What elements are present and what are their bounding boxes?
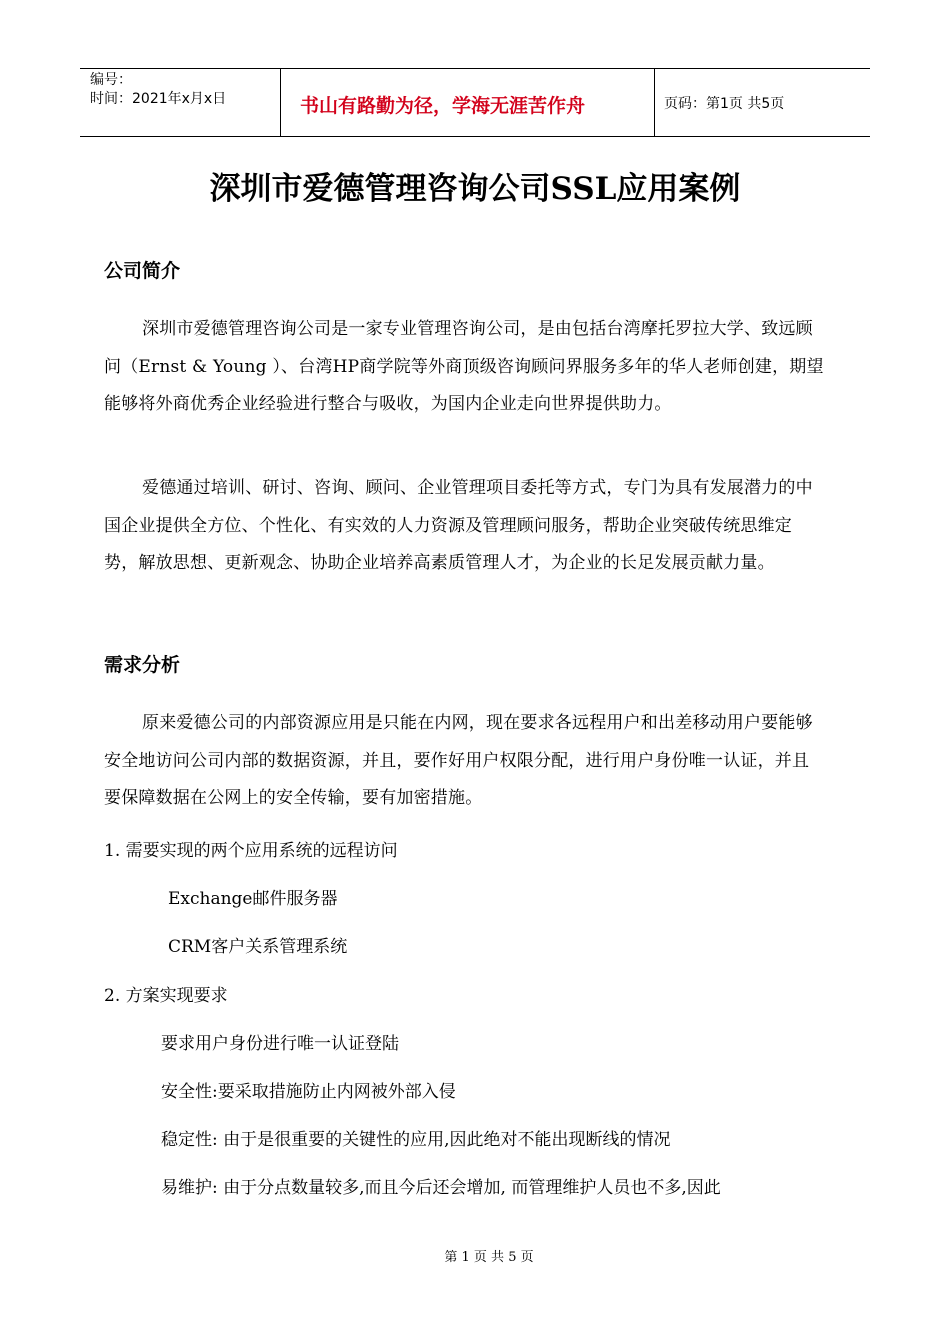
requirement-security: 安全性:要采取措施防止内网被外部入侵 bbox=[161, 1082, 456, 1102]
header-page-info: 页码：第1页 共5页 bbox=[664, 96, 785, 112]
document-header bbox=[80, 68, 870, 137]
page-footer: 第 1 页 共 5 页 bbox=[444, 1250, 534, 1265]
needs-paragraph-1: 原来爱德公司的内部资源应用是只能在内网，现在要求各远程用户和出差移动用户要能够安全地访问公司内部的数据资源，并且，要作好用户权限分配，进行用户身份唯一认证，并且要保障数据在公网上的安全传输，要有加密措施。 bbox=[104, 713, 813, 808]
document-date: 时间：2021年x月x日 bbox=[90, 91, 227, 107]
requirement-auth: 要求用户身份进行唯一认证登陆 bbox=[161, 1034, 399, 1054]
header-meta bbox=[80, 69, 280, 136]
page-title: 深圳市爱德管理咨询公司SSL应用案例 bbox=[209, 171, 741, 207]
header-motto-cell bbox=[280, 69, 655, 136]
list-item-2: 2. 方案实现要求 bbox=[104, 986, 228, 1006]
section-heading-intro: 公司简介 bbox=[104, 260, 181, 282]
list-subitem-exchange: Exchange邮件服务器 bbox=[168, 889, 338, 909]
requirement-stability: 稳定性: 由于是很重要的关键性的应用,因此绝对不能出现断线的情况 bbox=[161, 1130, 671, 1150]
requirement-maintainability: 易维护: 由于分点数量较多,而且今后还会增加, 而管理维护人员也不多,因此 bbox=[161, 1178, 721, 1198]
list-item-1: 1. 需要实现的两个应用系统的远程访问 bbox=[104, 841, 398, 861]
header-motto: 书山有路勤为径，学海无涯苦作舟 bbox=[300, 95, 586, 117]
section-heading-needs: 需求分析 bbox=[104, 654, 181, 676]
document-number-label: 编号： bbox=[90, 72, 132, 88]
list-subitem-crm: CRM客户关系管理系统 bbox=[168, 937, 348, 957]
intro-paragraph-2: 爱德通过培训、研讨、咨询、顾问、企业管理项目委托等方式，专门为具有发展潜力的中国企业提供全方位、个性化、有实效的人力资源及管理顾问服务，帮助企业突破传统思维定势，解放思想、更新观念、协助企业培养高素质管理人才，为企业的长足发展贡献力量。 bbox=[104, 478, 813, 573]
intro-paragraph-1: 深圳市爱德管理咨询公司是一家专业管理咨询公司，是由包括台湾摩托罗拉大学、致远顾问（Ernst & Young ）、台湾HP商学院等外商顶级咨询顾问界服务多年的华人老师创建，期望能够将外商优秀企业经验进行整合与吸收，为国内企业走向世界提供助力。 bbox=[104, 319, 824, 414]
